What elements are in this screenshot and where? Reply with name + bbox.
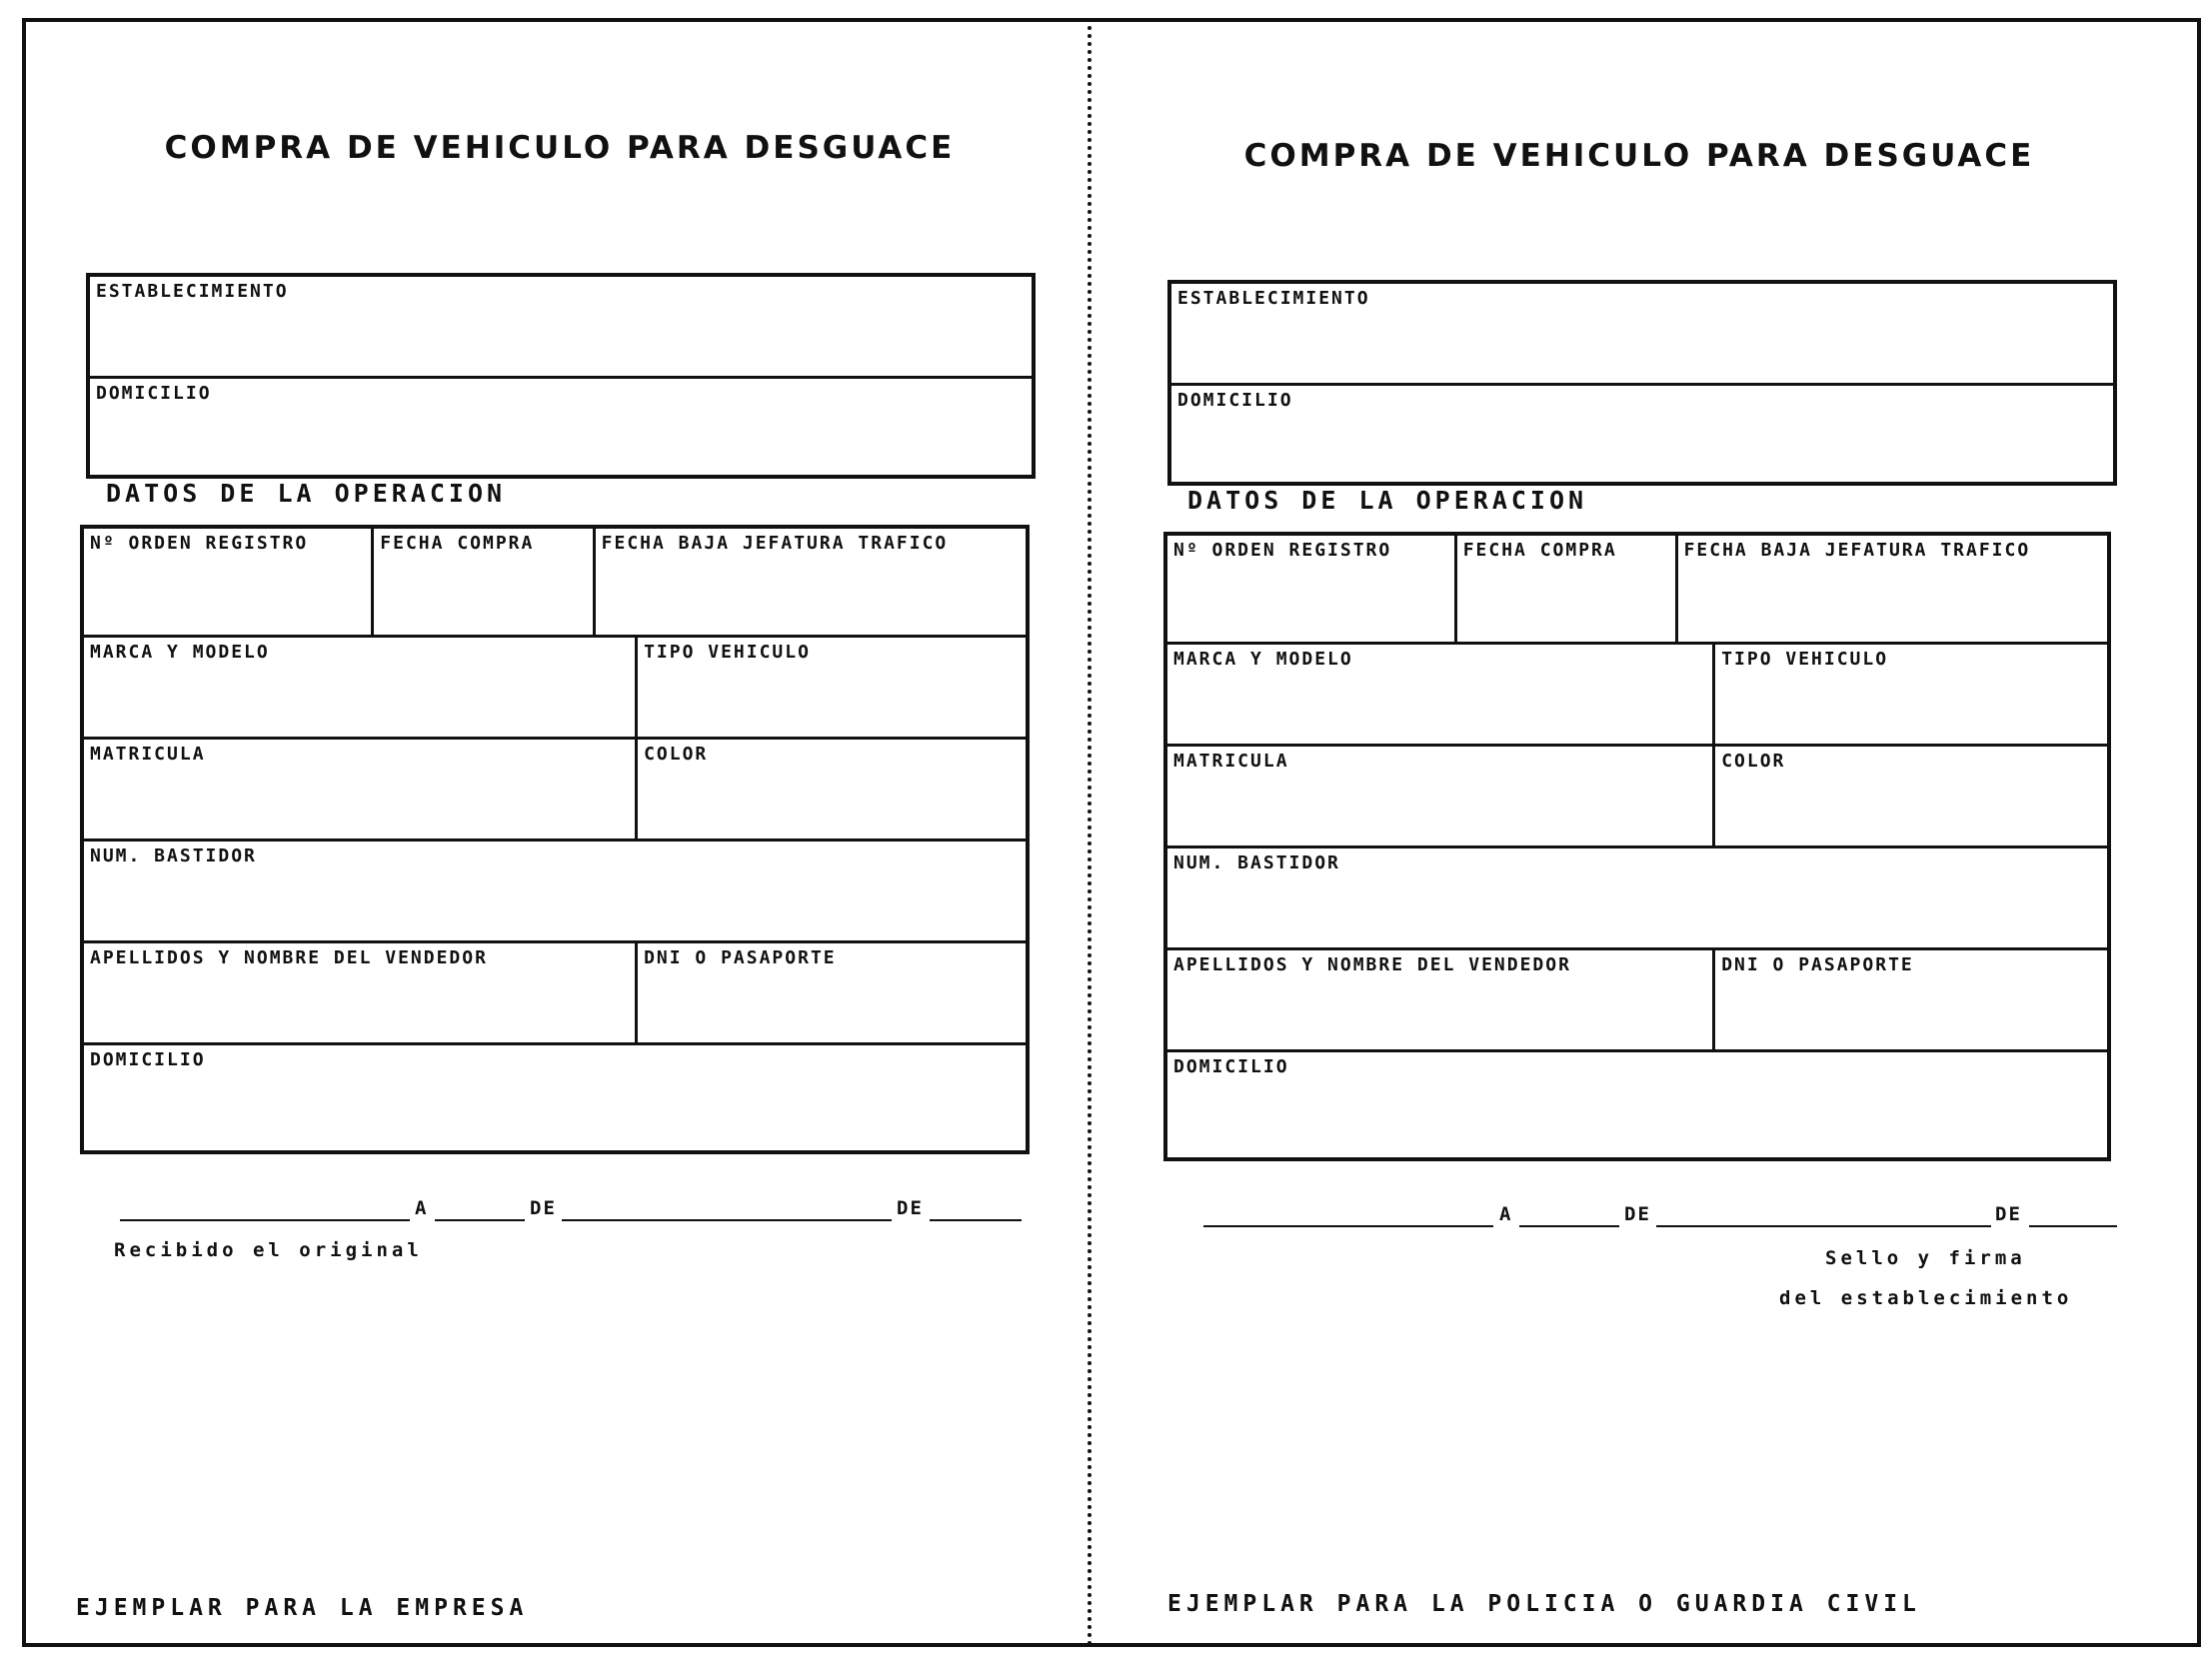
domicilio-vendedor-field[interactable]: [84, 1045, 1026, 1144]
domicilio-vendedor-label: DOMICILIO: [90, 1049, 206, 1070]
year-blank[interactable]: [2029, 1225, 2117, 1227]
date-de-word: DE: [530, 1197, 557, 1219]
dni-field[interactable]: [1712, 950, 2107, 1049]
vendedor-label: APELLIDOS Y NOMBRE DEL VENDEDOR: [90, 947, 488, 968]
seal-note-2: del establecimiento: [1779, 1287, 2073, 1309]
copy-empresa: [40, 18, 1080, 1647]
section-title: DATOS DE LA OPERACION: [106, 479, 507, 508]
fecha-compra-field[interactable]: [1454, 536, 1675, 642]
fecha-baja-label: FECHA BAJA JEFATURA TRAFICO: [601, 533, 949, 554]
bastidor-label: NUM. BASTIDOR: [1173, 852, 1340, 873]
date-line: [80, 1195, 1020, 1225]
color-label: COLOR: [644, 744, 709, 765]
dni-field[interactable]: [635, 943, 1026, 1042]
establecimiento-label: ESTABLECIMIENTO: [96, 281, 289, 302]
date-de-word: DE: [1624, 1203, 1651, 1225]
marca-modelo-field[interactable]: [1167, 645, 1712, 744]
operation-grid: [1163, 532, 2111, 1161]
dni-label: DNI O PASAPORTE: [644, 947, 837, 968]
domicilio-establecimiento-field[interactable]: [90, 376, 1032, 475]
date-de-word-2: DE: [1995, 1203, 2022, 1225]
bastidor-label: NUM. BASTIDOR: [90, 845, 257, 866]
matricula-field[interactable]: [1167, 747, 1712, 845]
fecha-baja-label: FECHA BAJA JEFATURA TRAFICO: [1683, 540, 2031, 561]
day-blank[interactable]: [435, 1219, 525, 1221]
domicilio-label: DOMICILIO: [1177, 390, 1293, 411]
matricula-field[interactable]: [84, 740, 635, 838]
fecha-compra-label: FECHA COMPRA: [380, 533, 535, 554]
tipo-vehiculo-label: TIPO VEHICULO: [644, 642, 811, 663]
domicilio-vendedor-label: DOMICILIO: [1173, 1056, 1289, 1077]
year-blank[interactable]: [930, 1219, 1022, 1221]
copy-footer: EJEMPLAR PARA LA POLICIA O GUARDIA CIVIL: [1167, 1591, 1921, 1617]
month-blank[interactable]: [1656, 1225, 1991, 1227]
color-field[interactable]: [1712, 747, 2107, 845]
fecha-compra-label: FECHA COMPRA: [1462, 540, 1617, 561]
matricula-label: MATRICULA: [90, 744, 206, 765]
vendedor-label: APELLIDOS Y NOMBRE DEL VENDEDOR: [1173, 954, 1571, 975]
tipo-vehiculo-field[interactable]: [1712, 645, 2107, 744]
received-note: Recibido el original: [114, 1239, 423, 1261]
establecimiento-field[interactable]: [1171, 284, 2113, 383]
establishment-box: [1167, 280, 2117, 486]
domicilio-vendedor-field[interactable]: [1167, 1052, 2107, 1151]
marca-modelo-label: MARCA Y MODELO: [1173, 649, 1353, 670]
marca-modelo-field[interactable]: [84, 638, 635, 737]
day-blank[interactable]: [1519, 1225, 1619, 1227]
date-a-word: A: [415, 1197, 429, 1219]
vendedor-field[interactable]: [84, 943, 635, 1042]
month-blank[interactable]: [562, 1219, 892, 1221]
establishment-box: [86, 273, 1036, 479]
copy-policia: [1119, 18, 2159, 1647]
establecimiento-field[interactable]: [90, 277, 1032, 376]
date-de-word-2: DE: [897, 1197, 924, 1219]
operation-grid: [80, 525, 1030, 1154]
place-blank[interactable]: [120, 1219, 410, 1221]
perforation-line: [1088, 18, 1092, 1647]
dni-label: DNI O PASAPORTE: [1721, 954, 1914, 975]
color-label: COLOR: [1721, 751, 1786, 772]
orden-registro-field[interactable]: [1167, 536, 1454, 642]
color-field[interactable]: [635, 740, 1026, 838]
date-line: [1159, 1201, 2099, 1231]
fecha-baja-field[interactable]: [1675, 536, 2107, 642]
orden-registro-label: Nº ORDEN REGISTRO: [1173, 540, 1392, 561]
section-title: DATOS DE LA OPERACION: [1187, 486, 1588, 515]
matricula-label: MATRICULA: [1173, 751, 1289, 772]
form-title: COMPRA DE VEHICULO PARA DESGUACE: [164, 130, 956, 166]
bastidor-field[interactable]: [1167, 848, 2107, 947]
orden-registro-label: Nº ORDEN REGISTRO: [90, 533, 309, 554]
bastidor-field[interactable]: [84, 841, 1026, 940]
tipo-vehiculo-field[interactable]: [635, 638, 1026, 737]
seal-note: Sello y firma: [1825, 1247, 2026, 1269]
copy-footer: EJEMPLAR PARA LA EMPRESA: [76, 1595, 529, 1621]
place-blank[interactable]: [1203, 1225, 1493, 1227]
tipo-vehiculo-label: TIPO VEHICULO: [1721, 649, 1889, 670]
vendedor-field[interactable]: [1167, 950, 1712, 1049]
date-a-word: A: [1499, 1203, 1513, 1225]
establecimiento-label: ESTABLECIMIENTO: [1177, 288, 1370, 309]
fecha-baja-field[interactable]: [593, 529, 1026, 635]
domicilio-establecimiento-field[interactable]: [1171, 383, 2113, 482]
form-title: COMPRA DE VEHICULO PARA DESGUACE: [1243, 138, 2035, 174]
orden-registro-field[interactable]: [84, 529, 371, 635]
marca-modelo-label: MARCA Y MODELO: [90, 642, 270, 663]
fecha-compra-field[interactable]: [371, 529, 592, 635]
domicilio-label: DOMICILIO: [96, 383, 212, 404]
